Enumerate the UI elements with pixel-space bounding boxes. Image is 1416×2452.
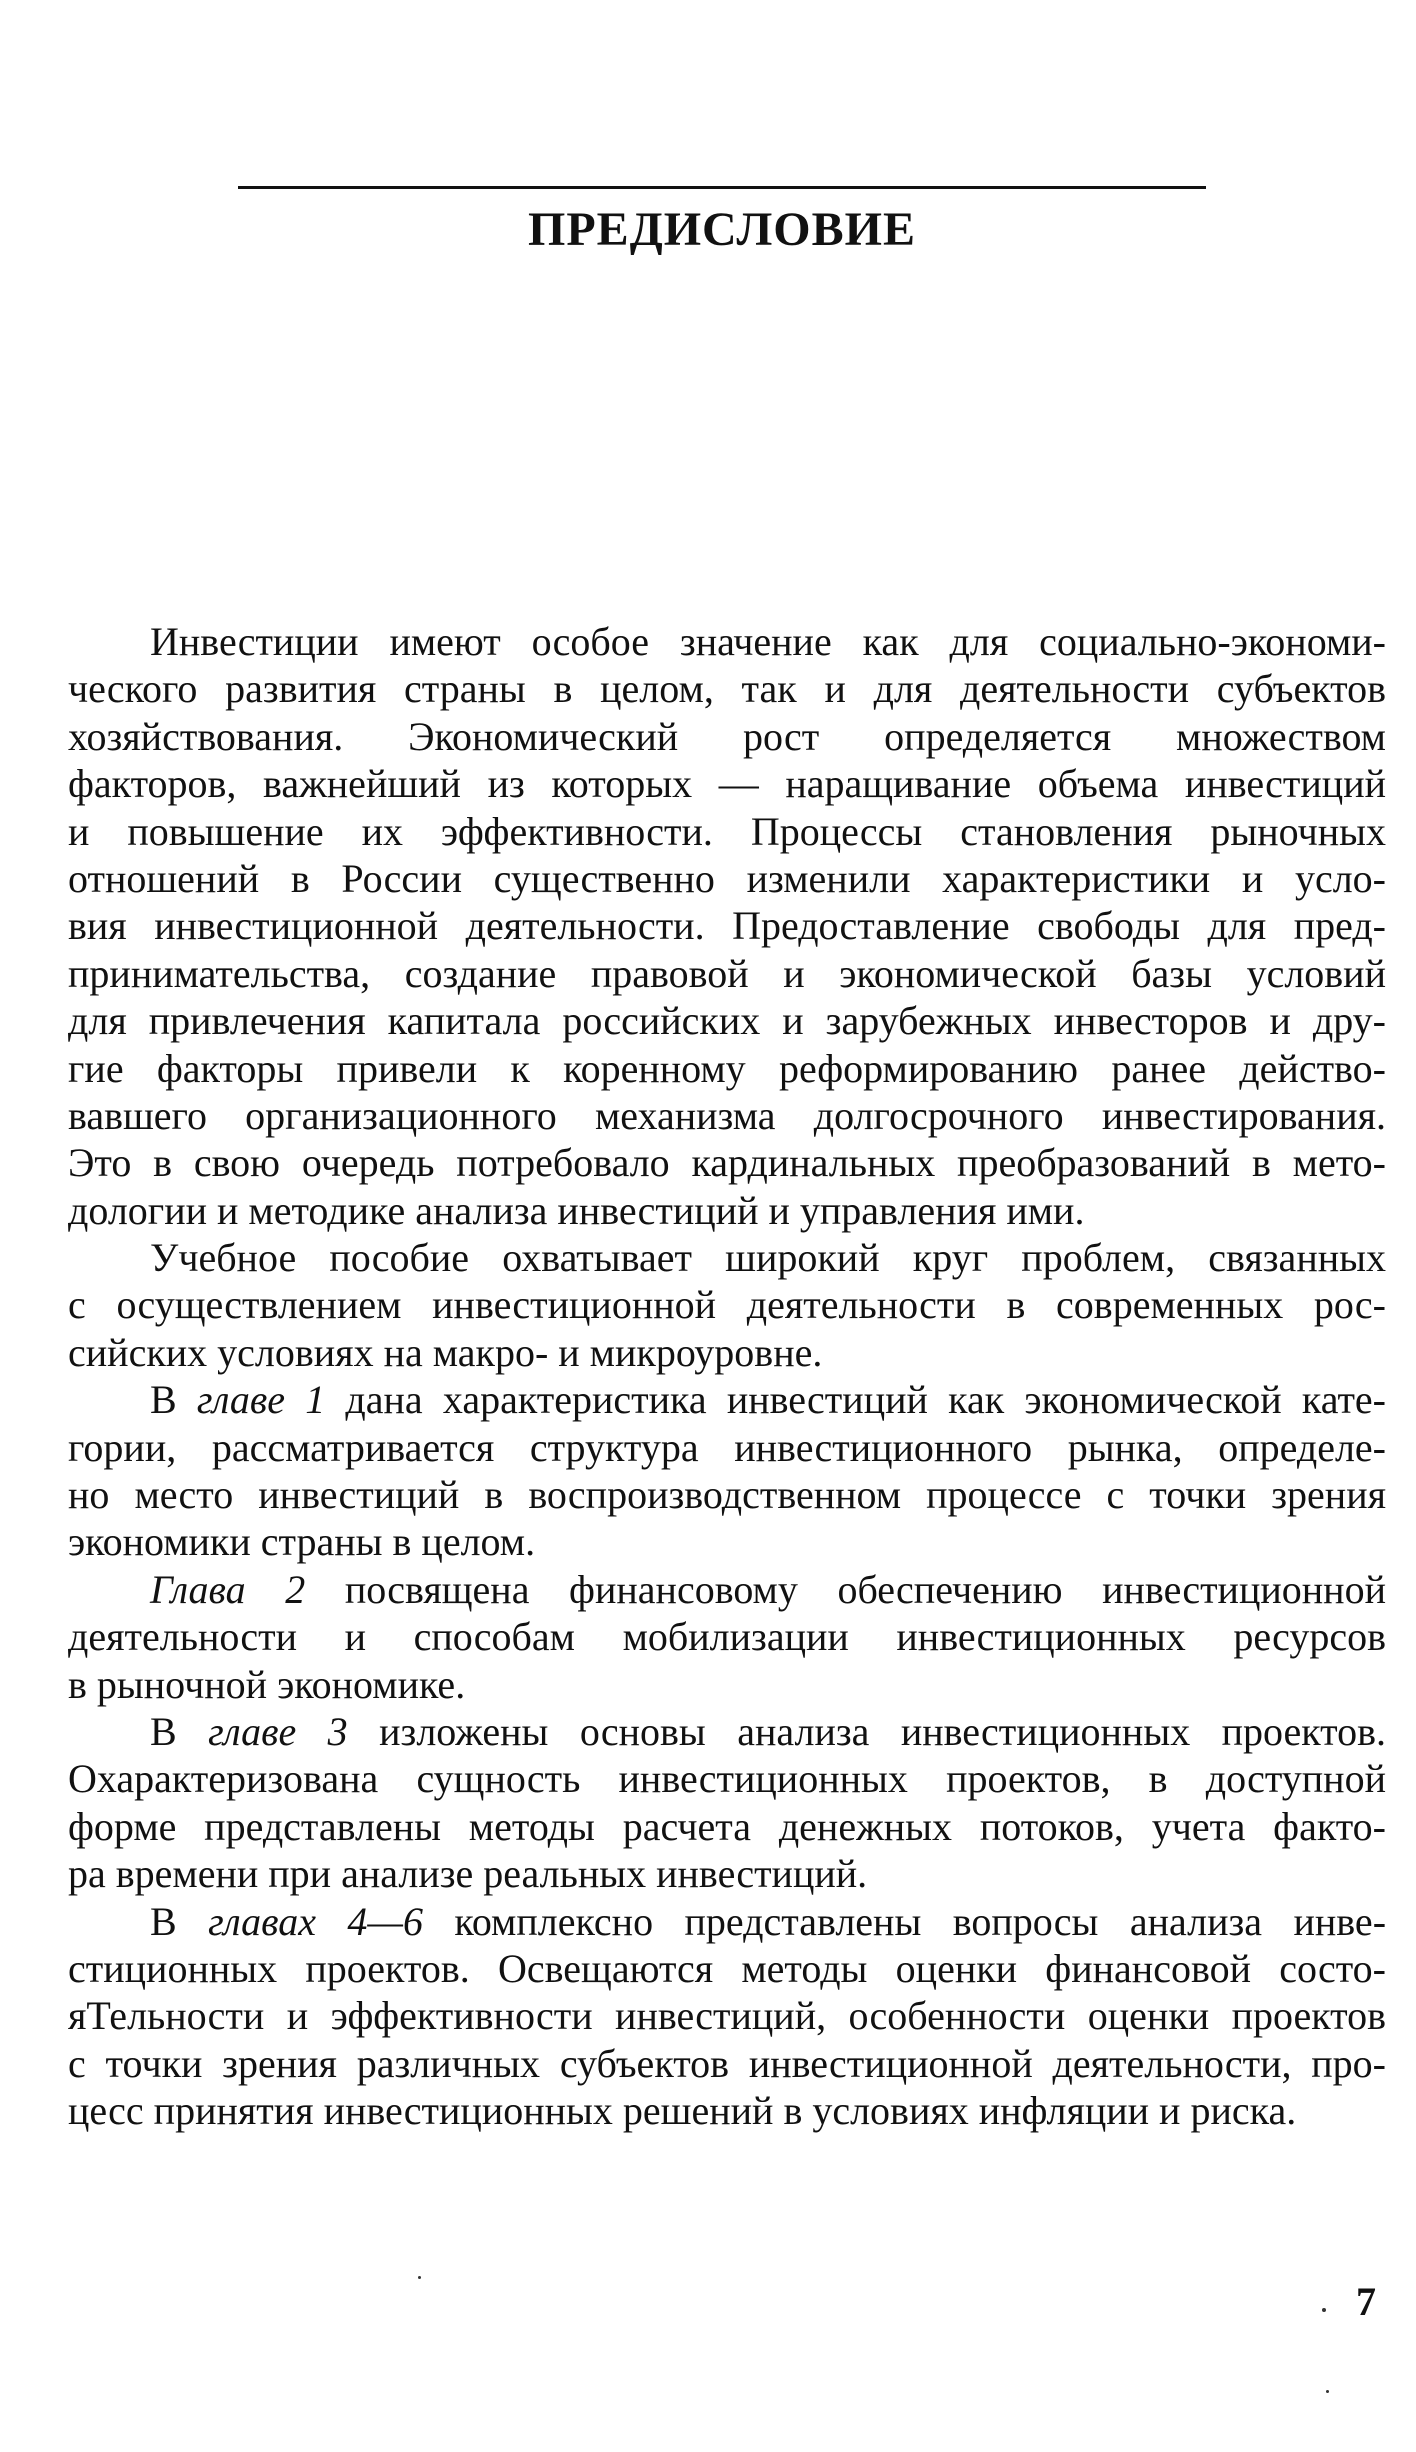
text-run: экономики страны в целом.: [68, 1519, 536, 1565]
text-run: Учебное пособие охватывает широкий круг проблем, связанных: [150, 1235, 1386, 1281]
text-run: вия инвестиционной деятельности. Предоставление свободы для пред-: [68, 903, 1386, 949]
text-line: [68, 1329, 1386, 1376]
text-run: и повышение их эффективности. Процессы становления рыночных: [68, 808, 1386, 854]
text-line: [68, 1139, 1386, 1186]
text-line: [68, 618, 1386, 665]
text-line: [68, 808, 1386, 855]
text-run: с осуществлением инвестиционной деятельности в современных рос-: [68, 1282, 1386, 1328]
text-line: [68, 1803, 1386, 1850]
text-run: деятельности и способам мобилизации инвестиционных ресурсов: [68, 1614, 1386, 1660]
page-title: ПРЕДИСЛОВИЕ: [528, 203, 916, 256]
scan-speck: [1326, 2390, 1329, 2393]
text-line: [68, 1518, 1386, 1565]
text-run: Это в свою очередь потребовало кардинальных преобразований в мето-: [68, 1140, 1386, 1186]
text-run: гие факторы привели к коренному реформированию ранее действо-: [68, 1045, 1386, 1091]
text-run: гории, рассматривается структура инвестиционного рынка, определе-: [68, 1424, 1386, 1470]
text-line: [68, 2087, 1386, 2134]
text-run: для привлечения капитала российских и зарубежных инвесторов и дру-: [68, 998, 1386, 1044]
italic-text-run: главе 1: [196, 1377, 326, 1423]
preface-text: [68, 618, 1386, 2135]
text-line: [68, 1471, 1386, 1518]
text-run: с точки зрения различных субъектов инвестиционной деятельности, про-: [68, 2040, 1386, 2086]
text-run: хозяйствования. Экономический рост определяется множеством: [68, 713, 1386, 759]
text-line: [68, 1945, 1386, 1992]
text-line: [68, 1850, 1386, 1897]
text-line: [68, 1992, 1386, 2039]
text-line: [68, 1613, 1386, 1660]
text-line: [68, 1187, 1386, 1234]
text-line: [68, 1376, 1386, 1423]
text-run: факторов, важнейший из которых — наращивание объема инвестиций: [68, 761, 1386, 807]
text-run: В: [150, 1898, 209, 1944]
text-line: [68, 1708, 1386, 1755]
text-run: в рыночной экономике.: [68, 1661, 466, 1707]
text-run: В: [150, 1377, 197, 1423]
text-line: [68, 1661, 1386, 1708]
text-run: Инвестиции имеют особое значение как для социально-экономи-: [150, 619, 1386, 664]
text-run: сийских условиях на макро- и микроуровне.: [68, 1329, 823, 1375]
text-line: [68, 1281, 1386, 1328]
text-line: [68, 1566, 1386, 1613]
text-line: [68, 2040, 1386, 2087]
text-run: но место инвестиций в воспроизводственном процессе с точки зрения: [68, 1472, 1386, 1518]
text-line: [68, 950, 1386, 997]
paragraph: [68, 1566, 1386, 1708]
text-run: отношений в России существенно изменили характеристики и усло-: [68, 855, 1386, 901]
text-line: [68, 1045, 1386, 1092]
text-line: [68, 855, 1386, 902]
text-run: В: [150, 1708, 209, 1754]
text-run: вавшего организационного механизма долгосрочного инвестирования.: [68, 1092, 1386, 1138]
italic-text-run: главах 4—6: [208, 1898, 423, 1944]
text-line: [68, 760, 1386, 807]
text-run: дологии и методике анализа инвестиций и управления ими.: [68, 1187, 1085, 1233]
paragraph: [68, 618, 1386, 1234]
text-line: [68, 1755, 1386, 1802]
text-run: форме представлены методы расчета денежных потоков, учета факто-: [68, 1803, 1386, 1849]
text-line: [68, 1898, 1386, 1945]
scan-speck: [1322, 2308, 1326, 2312]
text-line: [68, 1092, 1386, 1139]
text-run: яТельности и эффективности инвестиций, особенности оценки проектов: [68, 1993, 1386, 2039]
text-run: стиционных проектов. Освещаются методы оценки финансовой состо-: [68, 1945, 1386, 1991]
italic-text-run: главе 3: [208, 1708, 348, 1754]
text-run: комплексно представлены вопросы анализа инве-: [422, 1898, 1386, 1944]
text-run: ра времени при анализе реальных инвестиций.: [68, 1851, 868, 1897]
header-rule: [238, 186, 1206, 189]
text-run: ческого развития страны в целом, так и для деятельности субъектов: [68, 666, 1386, 712]
paragraph: [68, 1376, 1386, 1566]
scan-speck: [418, 2276, 421, 2279]
paragraph: [68, 1708, 1386, 1898]
text-line: [68, 1234, 1386, 1281]
text-run: Охарактеризована сущность инвестиционных проектов, в доступной: [68, 1756, 1386, 1802]
text-run: принимательства, создание правовой и экономической базы условий: [68, 950, 1386, 996]
italic-text-run: Глава 2: [150, 1566, 306, 1612]
text-run: цесс принятия инвестиционных решений в условиях инфляции и риска.: [68, 2088, 1297, 2134]
text-run: посвящена финансовому обеспечению инвестиционной: [305, 1566, 1386, 1612]
text-line: [68, 902, 1386, 949]
text-line: [68, 997, 1386, 1044]
page-number: 7: [1356, 2279, 1376, 2324]
paragraph: [68, 1898, 1386, 2135]
text-line: [68, 665, 1386, 712]
text-run: изложены основы анализа инвестиционных проектов.: [347, 1708, 1386, 1754]
text-line: [68, 1424, 1386, 1471]
text-run: дана характеристика инвестиций как экономической кате-: [325, 1377, 1386, 1423]
text-line: [68, 713, 1386, 760]
paragraph: [68, 1234, 1386, 1376]
